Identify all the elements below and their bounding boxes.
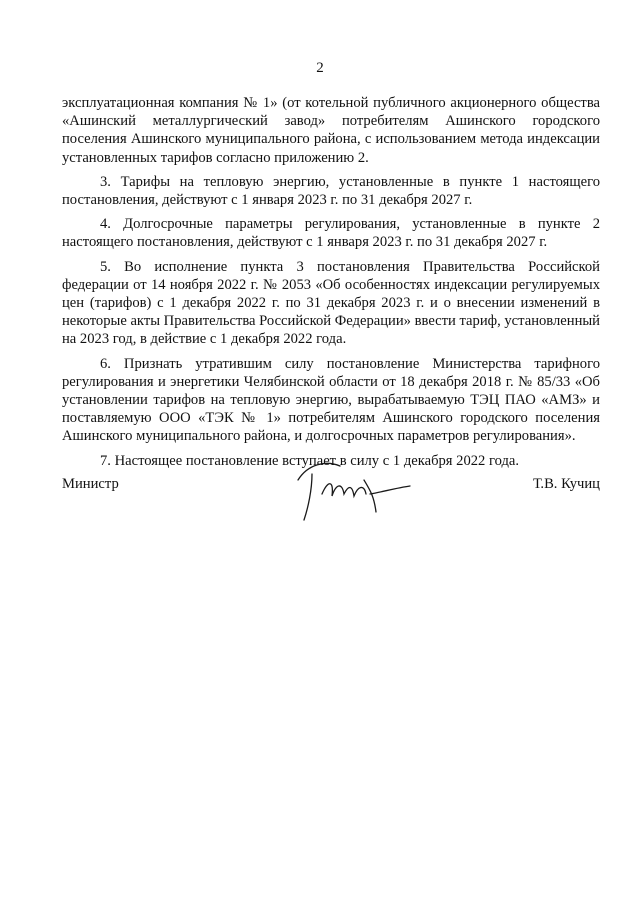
paragraph-6: 6. Признать утратившим силу постановление Министерства тарифного регулирования и энергетики Челябинской области от 18 декабря 2018 г. № 85/33 «Об установлении тарифов на тепловую энергию, вырабатываемую ТЭЦ ПАО «АМЗ» и поставляемую ООО «ТЭК № 1» потребителям Ашинского городского поселения Ашинского муниципального района, и долгосрочных параметров регулирования». bbox=[62, 355, 600, 445]
paragraph-5: 5. Во исполнение пункта 3 постановления Правительства Российской федерации от 14 ноября 2022 г. № 2053 «Об особенностях индексации регулируемых цен (тарифов) с 1 декабря 2022 г. по 31 декабря 2023 г. и о внесении изменений в некоторые акты Правительства Российской Федерации» ввести тариф, установленный на 2023 год, в действие с 1 декабря 2022 года. bbox=[62, 258, 600, 348]
handwritten-signature bbox=[278, 450, 418, 530]
signatory-title: Министр bbox=[62, 476, 119, 492]
paragraph-3: 3. Тарифы на тепловую энергию, установленные в пункте 1 настоящего постановления, действуют с 1 января 2023 г. по 31 декабря 2027 г. bbox=[62, 173, 600, 209]
paragraph-7: 7. Настоящее постановление вступает в силу с 1 декабря 2022 года. bbox=[100, 452, 520, 469]
page-number: 2 bbox=[316, 60, 324, 76]
document-body bbox=[62, 94, 600, 470]
signatory-name: Т.В. Кучиц bbox=[532, 476, 600, 492]
paragraph-continuation: эксплуатационная компания № 1» (от котельной публичного акционерного общества «Ашинский металлургический завод» потребителям Ашинского городского поселения Ашинского муниципального района, с использованием метода индексации установленных тарифов согласно приложению 2. bbox=[62, 95, 600, 166]
paragraph-4: 4. Долгосрочные параметры регулирования, установленные в пункте 2 настоящего постановления, действуют с 1 января 2023 г. по 31 декабря 2027 г. bbox=[62, 216, 600, 251]
